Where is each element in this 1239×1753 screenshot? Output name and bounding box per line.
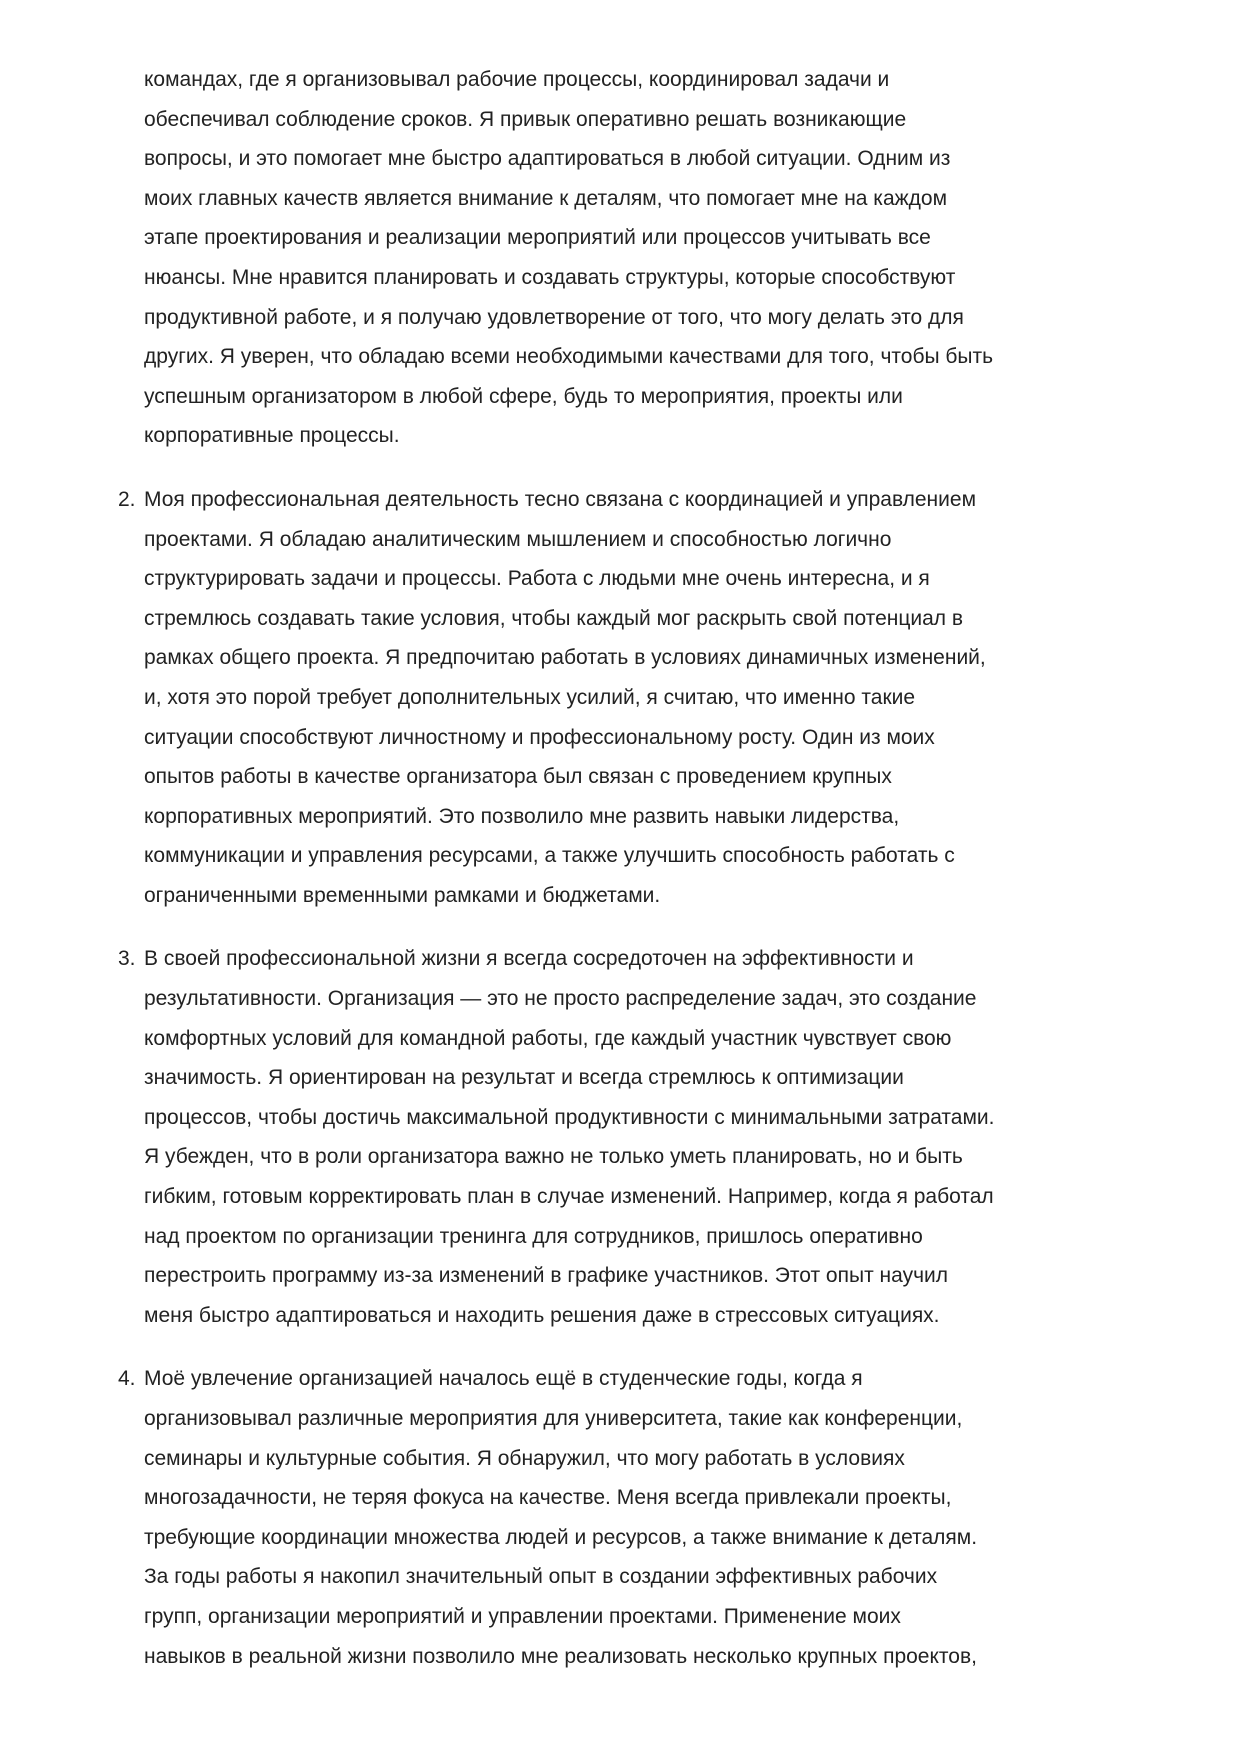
paragraph-line: коммуникации и управления ресурсами, а также улучшить способность работать с xyxy=(144,844,955,868)
paragraph-line: продуктивной работе, и я получаю удовлетворение от того, что могу делать это для xyxy=(144,305,964,329)
paragraph-line: обеспечивал соблюдение сроков. Я привык оперативно решать возникающие xyxy=(144,107,907,131)
paragraph-line: ограниченными временными рамками и бюджетами. xyxy=(144,883,661,907)
paragraph-line: значимость. Я ориентирован на результат и всегда стремлюсь к оптимизации xyxy=(144,1066,904,1090)
paragraph-line: результативности. Организация — это не просто распределение задач, это создание xyxy=(144,987,977,1011)
paragraph-line: корпоративных мероприятий. Это позволило мне развить навыки лидерства, xyxy=(144,804,900,828)
list-item-number: 4. xyxy=(118,1367,136,1391)
paragraph-line: меня быстро адаптироваться и находить решения даже в стрессовых ситуациях. xyxy=(144,1303,940,1327)
paragraph-line: проектами. Я обладаю аналитическим мышлением и способностью логично xyxy=(144,527,892,551)
paragraph-line: семинары и культурные события. Я обнаружил, что могу работать в условиях xyxy=(144,1446,905,1470)
list-item-number: 2. xyxy=(118,487,136,511)
paragraph-line: Моя профессиональная деятельность тесно связана с координацией и управлением xyxy=(144,487,977,511)
paragraph-line: групп, организации мероприятий и управлении проектами. Применение моих xyxy=(144,1604,901,1628)
paragraph-line: комфортных условий для командной работы, где каждый участник чувствует свою xyxy=(144,1026,952,1050)
paragraph-line: корпоративные процессы. xyxy=(144,424,400,448)
paragraph-line: вопросы, и это помогает мне быстро адаптироваться в любой ситуации. Одним из xyxy=(144,147,951,171)
list-item xyxy=(118,1359,1154,1676)
paragraph-line: За годы работы я накопил значительный опыт в создании эффективных рабочих xyxy=(144,1565,938,1589)
paragraph-line: командах, где я организовывал рабочие процессы, координировал задачи и xyxy=(144,68,890,91)
list-item xyxy=(118,939,1154,1335)
paragraph-line: В своей профессиональной жизни я всегда сосредоточен на эффективности и xyxy=(144,947,914,971)
paragraph-line: многозадачности, не теряя фокуса на качестве. Меня всегда привлекали проекты, xyxy=(144,1486,952,1510)
list-item xyxy=(118,480,1154,916)
list-item xyxy=(144,60,1154,456)
list-item-number: 3. xyxy=(118,947,136,971)
document-body xyxy=(118,60,1154,1700)
paragraph-line: и, хотя это порой требует дополнительных усилий, я считаю, что именно такие xyxy=(144,685,916,709)
paragraph-line: стремлюсь создавать такие условия, чтобы каждый мог раскрыть свой потенциал в xyxy=(144,606,964,630)
paragraph-line: организовывал различные мероприятия для университета, такие как конференции, xyxy=(144,1407,963,1430)
paragraph-line: над проектом по организации тренинга для сотрудников, пришлось оперативно xyxy=(144,1224,923,1248)
paragraph-line: ситуации способствуют личностному и профессиональному росту. Один из моих xyxy=(144,725,935,749)
paragraph-line: перестроить программу из-за изменений в графике участников. Этот опыт научил xyxy=(144,1264,948,1288)
paragraph-line: процессов, чтобы достичь максимальной продуктивности с минимальными затратами. xyxy=(144,1105,995,1129)
paragraph-line: навыков в реальной жизни позволило мне реализовать несколько крупных проектов, xyxy=(144,1644,977,1668)
paragraph-line: успешным организатором в любой сфере, будь то мероприятия, проекты или xyxy=(144,384,903,408)
paragraph-line: этапе проектирования и реализации мероприятий или процессов учитывать все xyxy=(144,226,931,250)
paragraph-line: Моё увлечение организацией началось ещё в студенческие годы, когда я xyxy=(144,1367,863,1391)
paragraph-line: других. Я уверен, что обладаю всеми необходимыми качествами для того, чтобы быть xyxy=(144,345,994,369)
paragraph-line: Я убежден, что в роли организатора важно не только уметь планировать, но и быть xyxy=(144,1145,963,1169)
paragraph-line: гибким, готовым корректировать план в случае изменений. Например, когда я работал xyxy=(144,1185,994,1209)
paragraph-line: опытов работы в качестве организатора был связан с проведением крупных xyxy=(144,765,892,789)
paragraph-line: требующие координации множества людей и ресурсов, а также внимание к деталям. xyxy=(144,1525,978,1549)
paragraph-line: структурировать задачи и процессы. Работа с людьми мне очень интересна, и я xyxy=(144,567,930,591)
paragraph-line: моих главных качеств является внимание к деталям, что помогает мне на каждом xyxy=(144,186,948,210)
paragraph-line: нюансы. Мне нравится планировать и создавать структуры, которые способствуют xyxy=(144,265,956,289)
paragraph-line: рамках общего проекта. Я предпочитаю работать в условиях динамичных изменений, xyxy=(144,646,986,670)
